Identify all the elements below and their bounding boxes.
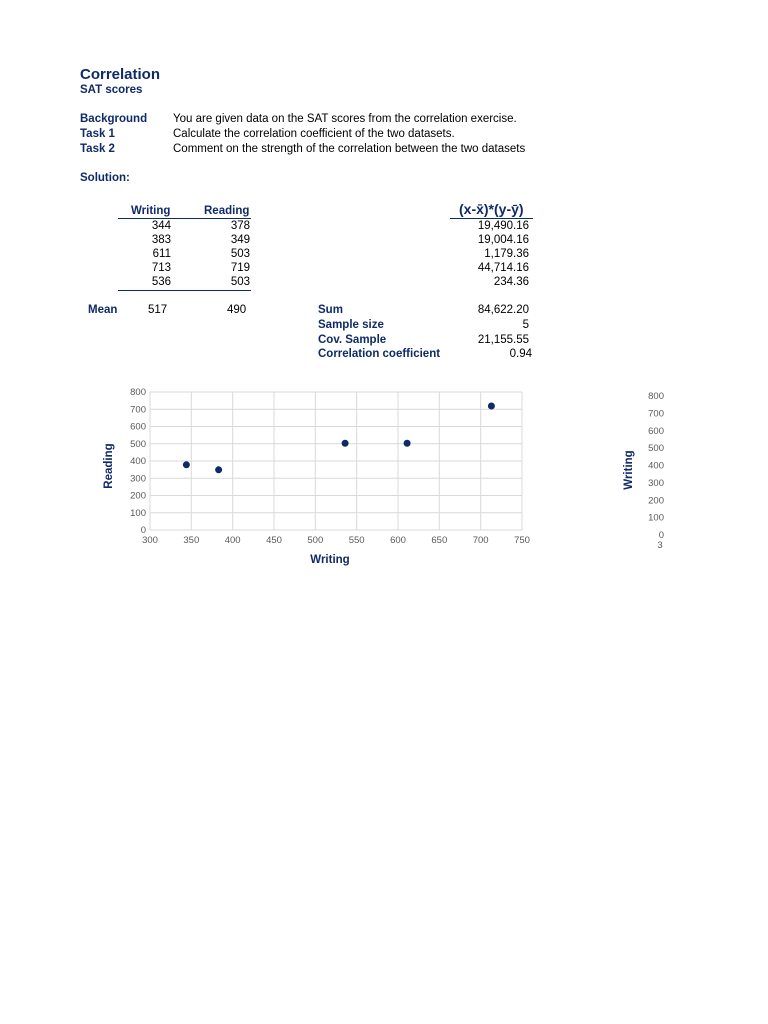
x-axis-label: Writing: [310, 554, 350, 566]
y-axis-ticks: [130, 387, 146, 536]
x-tick-label: 500: [307, 535, 324, 546]
y-tick-label: 600: [130, 421, 146, 433]
table-bottom-line: [118, 290, 251, 291]
task-text-2: Comment on the strength of the correlation between the two datasets: [173, 143, 526, 155]
stat-value-sum: 84,622.20: [477, 304, 529, 316]
y-tick-label: 0: [140, 525, 146, 536]
data-point: [215, 466, 222, 473]
scatter-chart-partial: [610, 385, 710, 565]
x-tick-label: 450: [266, 535, 282, 546]
data-point: [342, 440, 349, 447]
x-tick-label: 750: [514, 535, 530, 546]
data-points: [183, 402, 495, 473]
y-tick-label: 200: [130, 490, 146, 502]
cell-writing: 713: [151, 262, 171, 274]
mean-label: Mean: [88, 304, 118, 316]
cell-product: 19,004.16: [477, 234, 529, 246]
solution-label: Solution:: [80, 172, 130, 184]
y-tick-label: 0: [658, 530, 664, 541]
y-tick-label: 600: [648, 425, 664, 437]
cell-writing: 383: [151, 234, 171, 246]
mean-reading: 490: [227, 304, 247, 316]
col-header-product: (x-x̄)*(y-ȳ): [459, 201, 524, 217]
y-tick-label: 400: [648, 460, 664, 472]
task-label-2: Task 2: [80, 143, 115, 155]
cell-reading: 503: [230, 248, 250, 260]
cell-product: 234.36: [493, 276, 529, 288]
y-tick-label: 700: [130, 404, 146, 416]
y-tick-label: 200: [648, 495, 664, 507]
col-header-reading: Reading: [204, 205, 250, 217]
cell-product: 19,490.16: [477, 220, 529, 232]
task-label-1: Task 1: [80, 128, 115, 140]
cell-reading: 378: [230, 220, 250, 232]
y-axis-label: Reading: [103, 443, 115, 489]
stat-value-cov-sample: 21,155.55: [477, 334, 529, 346]
x-tick-label: 300: [142, 535, 158, 546]
mean-writing: 517: [148, 304, 168, 316]
stat-label-sample-size: Sample size: [318, 319, 384, 331]
chart-grid: [150, 392, 522, 530]
y-axis-label: Writing: [623, 450, 635, 490]
cell-product: 1,179.36: [484, 248, 529, 260]
y-tick-label: 700: [648, 408, 664, 420]
y-tick-label: 800: [130, 387, 146, 398]
y-axis-ticks: [648, 391, 664, 541]
y-tick-label: 300: [648, 477, 664, 489]
header-underline-left: [118, 218, 251, 219]
header-underline-right: [450, 218, 533, 219]
cell-reading: 719: [230, 262, 250, 274]
cell-product: 44,714.16: [477, 262, 529, 274]
task-text-1: Calculate the correlation coefficient of the two datasets.: [173, 128, 455, 140]
data-point: [183, 461, 190, 468]
y-tick-label: 400: [130, 456, 146, 467]
page-title: Correlation: [80, 66, 161, 83]
task-label-background: Background: [80, 113, 148, 125]
stat-value-correlation: 0.94: [509, 348, 532, 360]
y-tick-label: 100: [648, 512, 664, 524]
stat-label-correlation: Correlation coefficient: [318, 348, 441, 360]
data-point: [404, 440, 411, 447]
stat-value-sample-size: 5: [522, 319, 529, 331]
x-tick-label: 550: [348, 535, 365, 546]
y-tick-label: 500: [130, 438, 146, 450]
stat-label-sum: Sum: [318, 304, 343, 316]
stat-label-cov-sample: Cov. Sample: [318, 334, 387, 346]
data-point: [488, 402, 495, 409]
cell-writing: 611: [152, 248, 171, 260]
y-tick-label: 100: [130, 507, 146, 519]
y-tick-label: 500: [648, 443, 664, 455]
x-axis-ticks: [142, 535, 530, 546]
col-header-writing: Writing: [131, 205, 171, 217]
y-tick-label: 800: [648, 391, 664, 402]
x-tick-label: 700: [472, 535, 489, 546]
cell-writing: 344: [151, 220, 171, 232]
x-tick-label: 400: [224, 535, 241, 546]
cell-reading: 503: [230, 276, 250, 288]
task-text-background: You are given data on the SAT scores from the correlation exercise.: [173, 113, 517, 125]
page-subtitle: SAT scores: [80, 84, 143, 96]
x-tick-label: 350: [183, 535, 200, 546]
x-tick-label: 650: [431, 535, 448, 546]
cell-reading: 349: [230, 234, 250, 246]
x-axis-tick-label: 3: [657, 540, 663, 551]
cell-writing: 536: [151, 276, 171, 288]
x-tick-label: 600: [390, 535, 406, 546]
y-tick-label: 300: [130, 473, 146, 485]
